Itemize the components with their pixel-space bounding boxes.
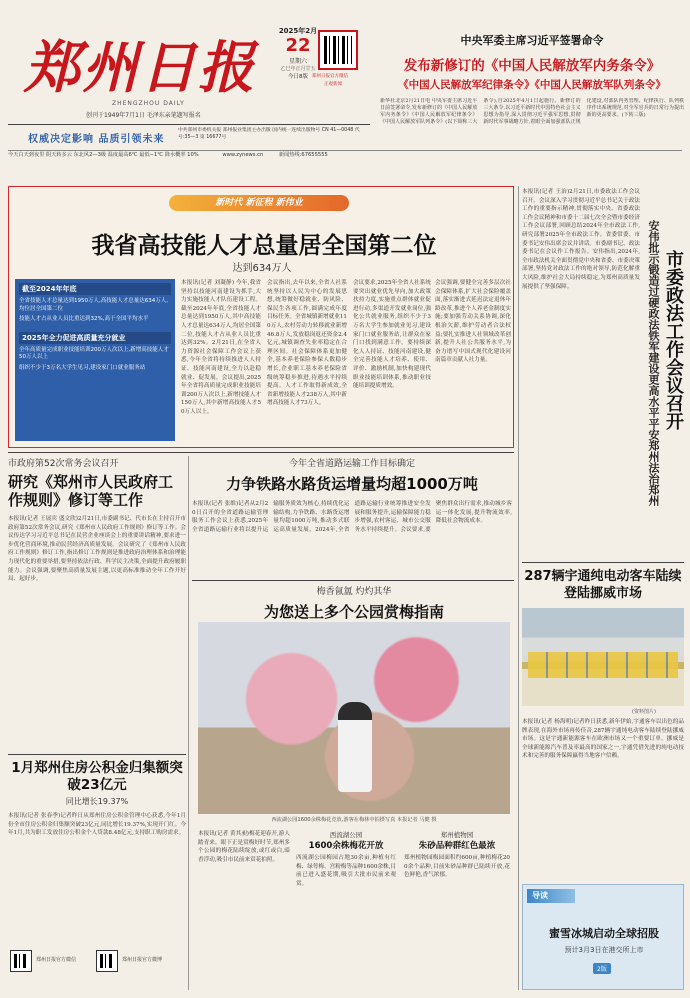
info-3: 国内统一连续出版物号: [272, 128, 321, 133]
preview-headline: 蜜雪冰城启动全球招股: [549, 927, 659, 940]
qr-code: [318, 30, 358, 70]
preview-label: 导读: [527, 889, 575, 903]
rail-headline: 力争铁路水路货运增量均超1000万吨: [226, 475, 478, 493]
banner-kicker: 新时代 新征程 新伟业: [169, 195, 349, 211]
park-body: 本报讯(记者 黄其昶)梅花迎春开,游人踏青来。眼下正是赏梅好时节,郑州多个公园的梅花陆续绽放,或红或白,暗香浮动,吸引市民前来赏花拍照。: [198, 831, 290, 863]
weather-text: 今天白天到夜里 阴天转多云 东北风2—3级 温度最高6℃ 最低−1℃ 降水概率 10%: [8, 152, 199, 158]
footer-qr-2: [96, 950, 118, 972]
banner-info-box: [15, 279, 175, 441]
banner-col-2: 会议指出,去年以来,全省人社系统坚持以人民为中心的发展思想,统筹做好稳就业、防风险、保民生各项工作,圆满完成年度目标任务。全省城镇新增就业110万人,农村劳动力转移就业新增46.8万人,发放稳岗返还资金2.4亿元,城镇调查失业率稳定在合理区间。社会保障体系更加健全,基本养老保险参保人数稳步增长,企业职工基本养老保险省级统筹稳步推进,待遇水平持续提高。人才工作取得新成效,全省新增技能人才238万人,其中新增高技能人才73万人。: [267, 280, 347, 407]
section-divider-3: [8, 754, 186, 755]
fund-body: 本报讯(记者 张春季)记者昨日从郑州住房公积金管理中心获悉,今年1月份全市住房公积金归集额突破23亿元,同比增长19.37%,实现开门红。今年1月,共为职工发放住房公积金个人贷款8.48亿元,支持职工购房需求。: [8, 813, 186, 837]
web-address[interactable]: www.zynews.cn: [222, 152, 264, 158]
park-headline: 为您送上多个公园赏梅指南: [263, 603, 444, 621]
box2-item-1: 全年高质量完成职业技能培训200万人次以上,新增高技能人才50万人以上: [19, 346, 169, 361]
left-story-kicker: 市政府第52次常务会议召开: [8, 459, 119, 469]
info-4: CN 41—0048: [321, 128, 354, 133]
banner-story: [8, 186, 514, 448]
left-story-headline: 研究《郑州市人民政府工作规则》修订等工作: [8, 473, 174, 509]
box1-title: 截至2024年年底: [19, 283, 171, 295]
issue-lunar: 乙巳年正月廿五: [280, 66, 316, 72]
banner-col-4: 会议强调,要健全完善多层次社会保障体系,扩大社会保险覆盖面,落实渐进式延迟法定退休年龄改革,推进个人养老金制度实施;要加强劳动关系协调,深化根治欠薪,维护劳动者合法权益;要扎实推进人社领域改革创新,提升人社公共服务水平,为奋力谱写中国式现代化建设河南篇章贡献人社力量。: [435, 280, 511, 364]
footer-qr-2-icon: [100, 954, 114, 968]
bus-story: [522, 568, 684, 868]
box2-item-2: 组织不少于3万名大学生见习,建设家门口就业服务站: [19, 364, 146, 371]
top-story-body: 新华社北京2月21日电 中央军委主席习近平日前签署命令,发布新修订的《中国人民解放军内务条令》《中国人民解放军纪律条令》《中国人民解放军队列条令》(以下简称三大条令),自2025年4月1日起施行。新修订的三大条令,以习近平新时代中国特色社会主义思想为指导,深入贯彻习近平强军思想,贯彻新时代军事战略方针,着眼全面加强部队正规化建设,对部队内务管理、纪律执行、队列秩序作出系统规范,对全军官兵的日常行为提出新的更高要求。(下转三版): [380, 98, 684, 125]
qr-pattern-icon: [324, 36, 352, 64]
park-sub2-big: 朱砂品种群红色最浓: [418, 841, 496, 851]
right-col-headline: 安伟批示锻造过硬政法铁军建设更高水平平安郑州法治郑州: [647, 220, 660, 506]
box1-item-1: 全省技能人才总量达到1950万人,高技能人才总量达634万人,均位居全国第二位: [19, 298, 168, 312]
bus-photo-rows: [528, 652, 678, 678]
preview-page[interactable]: 2版: [593, 963, 611, 974]
bus-photo: [522, 608, 684, 706]
fund-story: [8, 760, 186, 950]
rail-kicker: 今年全省道路运输工作目标确定: [288, 459, 415, 469]
qr-caption-2: 正观新闻: [324, 82, 342, 87]
masthead-founded: 创刊于1949年7月1日 毛泽东亲笔题写报名: [86, 112, 201, 119]
info-6: 第 16677号: [199, 134, 227, 140]
park-photo: [198, 622, 510, 814]
fund-sub: 同比增长19.37%: [65, 797, 129, 806]
issue-year-month: 2025年2月: [278, 27, 318, 35]
section-divider-1: [8, 452, 514, 453]
masthead-info: [178, 128, 368, 141]
park-sub2-body: 郑州植物园梅园面积约600亩,种植梅花200余个品种,目前朱砂品种群已陆续开放,花色鲜艳,香气浓郁。: [404, 855, 510, 879]
masthead-english: ZHENGZHOU DAILY: [112, 100, 185, 107]
info-5: 代号:35—3: [178, 128, 360, 140]
issue-date: [278, 26, 318, 80]
issue-pages: 今日8版: [288, 74, 308, 80]
box1-item-2: 技能人才占从业人员比重达到32%,高于全国平均水平: [19, 316, 149, 323]
park-story: [192, 584, 516, 994]
qr-caption: 郑州日报官方微信: [312, 74, 348, 79]
info-1: 中共郑州市委机关报: [178, 128, 222, 133]
bus-headline: 287辆宇通纯电动客车陆续登陆挪威市场: [524, 569, 682, 601]
footer-qr-1-label: 郑州日报官方微信: [36, 957, 77, 963]
park-photo-figure: [338, 702, 372, 792]
park-sub1-big: 1600余株梅花开放: [308, 841, 384, 851]
fund-headline: 1月郑州住房公积金归集额突破23亿元: [11, 760, 183, 793]
masthead-slogan: 权威决定影响 品质引领未来: [28, 134, 165, 145]
rail-body: 本报讯(记者 张维)记者从2月20日召开的全省道路运输管理服务工作会议上获悉,2025年全省道路运输行业将以提升运输服务质效为核心,持续优化运输结构,力争铁路、水路货运增量均超1000万吨,推动多式联运高质量发展。2024年,全省道路运输行业统筹推进安全发展和服务提升,运输保障能力稳步增强,农村客运、城市公交服务水平持续提升。会议要求,要聚焦群众出行需求,推动城乡客运一体化发展,提升物流效率,降低社会物流成本。: [192, 501, 512, 533]
top-story-kicker: 中央军委主席习近平签署命令: [460, 34, 604, 47]
park-kicker: 梅香氤氲 灼灼其华: [316, 587, 392, 597]
park-sub2: [404, 830, 510, 992]
bus-body: 本报讯(记者 杨海明)记者昨日获悉,新年伊始,宇通客车以出色的品牌表现,在海外市场再传佳音,287辆宇通纯电动客车陆续登陆挪威市场。这是宇通新能源客车在欧洲市场又一个重要订单。挪威是全球新能源汽车普及率最高的国家之一,宇通凭借先进的纯电动技术和完善的服务保障赢得当地客户信赖。: [522, 719, 684, 760]
preview-box: [522, 884, 684, 990]
rail-story: [192, 456, 512, 578]
bus-caption: (资料图片): [632, 709, 656, 715]
box2-title: 2025年全力促进高质量充分就业: [19, 332, 171, 344]
park-sub1-title: 西流湖公园: [329, 831, 363, 839]
section-divider-2: [192, 580, 514, 581]
top-story: [380, 32, 684, 150]
issue-weekday: 星期六: [288, 58, 307, 65]
footer-qr-1: [10, 950, 32, 972]
column-divider-1: [188, 456, 189, 990]
news-hotline: 新闻热线:67655555: [278, 152, 328, 158]
footer-qr-1-icon: [14, 954, 28, 968]
footer-qr-2-label: 郑州日报官方微博: [122, 957, 163, 963]
banner-col-1: 本报讯(记者 刘凝静) 今年,我省坚持以技能河南建设为抓手,大力实施技能人才队伍建设工程。截至2024年年底,全省技能人才总量达到1950万人,其中高技能人才总量达634万人,均居全国第二位,技能人才占从业人员比重达到32%。2月21日,在全省人力资源社会保障工作会议上获悉,今年全省将持续推进人人持证、技能河南建设,全力以赴稳就业、促发展。会议提出,2025年全省将高质量完成职业技能培训200万人次以上,新增技能人才150万人,其中新增高技能人才50万人以上。: [181, 280, 261, 415]
right-col-side-headline: 市委政法工作会议召开: [663, 250, 684, 430]
right-col-body: 本报讯(记者 王治)2月21日,市委政法工作会议召开。会议深入学习贯彻习近平总书记关于政法工作的重要指示精神,贯彻落实中央、省委政法工作会议精神和市委十二届七次全会暨市委经济工作会议部署,回顾总结2024年全市政法工作,研究部署2025年全市政法工作。省委常委、市委书记安伟出席会议并讲话。市委副书记、政法委书记在会议作工作报告。安伟指出,2024年,全市政法机关全面贯彻党中央和省委、市委决策部署,坚持党对政法工作的绝对领导,防范化解重大风险,维护社会大局持续稳定,为郑州高质量发展提供了坚强保障。: [522, 189, 640, 290]
left-story-body: 本报讯(记者 王展宾 盛文欣)2月21日,市委副书记、代市长在主持召开市政府第52次常务会议,研究《郑州市人民政府工作规则》修订等工作。会议传达学习习近平总书记在民营企业座谈会上的重要讲话精神,要求进一步优化营商环境,推动民营经济高质量发展。会议研究了《郑州市人民政府工作规则》修订工作,指出修订工作规则是推进政府治理体系和治理能力现代化的重要举措,要坚持依法行政、科学民主决策,全面提升政府履职能力。会议强调,要聚焦高质量发展主题,以更高标准推动全年工作开好局、起好步。: [8, 516, 186, 583]
park-sub1: [296, 830, 396, 992]
left-story: [8, 456, 186, 728]
park-sub1-body: 西流湖公园梅园占地30余亩,种植有红梅、绿萼梅、宫粉梅等品种1600余株,目前已进入盛花期,吸引大批市民前来观赏。: [296, 855, 396, 887]
masthead-rule: [8, 124, 370, 125]
section-divider-4: [522, 562, 684, 563]
issue-day: 22: [285, 35, 311, 56]
park-caption: 西流湖公园1600余株梅花竞放,游客在梅林中拍摄写真 本报记者 马健 摄: [271, 817, 437, 823]
column-divider-2: [518, 186, 519, 990]
banner-subheadline: 达到634万人: [232, 263, 292, 274]
preview-sub: 预计3月3日在港交所上市: [564, 946, 644, 954]
masthead-title: 郑州日报: [24, 35, 256, 101]
top-story-line2: 《中国人民解放军纪律条令》《中国人民解放军队列条令》: [398, 79, 666, 91]
info-2: 郑州报业集团主办出版: [222, 128, 271, 133]
park-sub2-title: 郑州植物园: [440, 831, 474, 839]
banner-col-3: 会议要求,2025年全省人社系统要突出就业优先导向,加大政策扶持力度,实施重点群体就业促进行动,多渠道开发就业岗位,强化公共就业服务,组织不少于3万名大学生参加就业见习,建设家门口就业服务站,让群众在家门口找到满意工作。要持续深化人人持证、技能河南建设,健全完善技能人才培养、使用、评价、激励机制,加快构建现代职业技能培训体系,推动职业技能培训提质增效。: [353, 280, 431, 390]
weather-bar: [8, 150, 682, 160]
banner-headline: 我省高技能人才总量居全国第二位: [91, 233, 437, 259]
top-story-line1: 发布新修订的《中国人民解放军内务条令》: [403, 58, 661, 74]
